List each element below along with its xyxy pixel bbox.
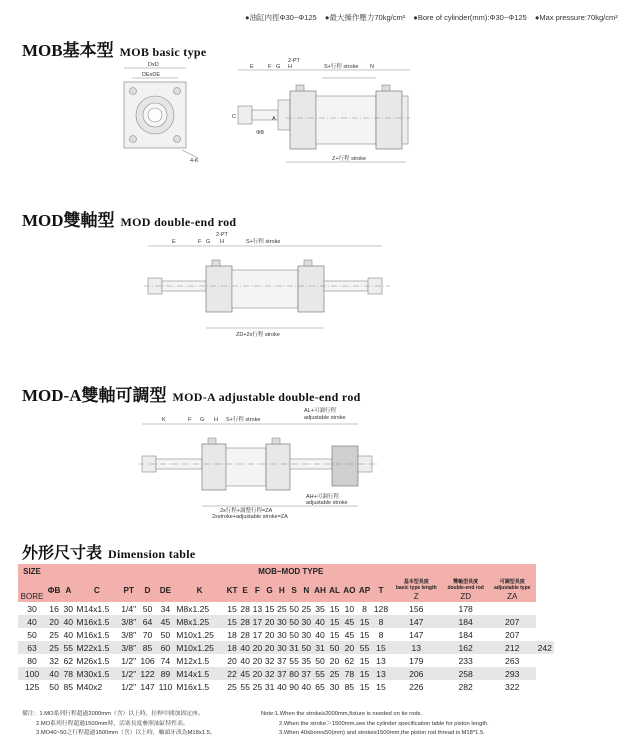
table-cell: 50	[289, 629, 299, 640]
label-h: H	[288, 64, 292, 70]
group-header: MOB~MOD TYPE	[46, 564, 536, 578]
note-en-3: 3.When 40≤bore≤50(mm) and stroke≥1500mm,the piston rod thread is M18*1.5.	[279, 730, 485, 736]
bore-cell: 80	[18, 654, 46, 667]
table-cell: M10x1.25	[174, 641, 225, 654]
mod-label-pt: 2-PT	[216, 232, 228, 238]
table-cell: 13	[252, 603, 263, 614]
label-s: S+行程 stroke	[324, 64, 359, 70]
table-cell: 1/2"	[119, 667, 138, 680]
column-header: F	[251, 578, 263, 602]
table-cell: 13	[372, 667, 390, 680]
table-cell: M12x1.5	[174, 654, 225, 667]
notes-cn	[22, 710, 216, 739]
table-cell: 45	[240, 668, 250, 679]
table-cell: 45	[157, 615, 175, 628]
table-cell: 62	[342, 654, 358, 667]
column-header: C	[74, 578, 119, 602]
table-cell: 3/8"	[119, 628, 138, 641]
table-row	[18, 654, 554, 667]
table-cell: 15	[372, 680, 390, 693]
bore-cell: 50	[18, 628, 46, 641]
table-cell: 293	[489, 667, 536, 680]
column-header: G	[264, 578, 276, 602]
table-cell: 15	[225, 615, 239, 628]
table-cell: 90	[289, 681, 299, 692]
table-cell: 20	[264, 629, 275, 640]
table-cell: 206	[390, 667, 442, 680]
moda-label-ah: AH+可調行程	[306, 494, 339, 500]
bore-cell: 125	[18, 680, 46, 693]
table-cell: 28	[240, 629, 250, 640]
table-cell: 35	[312, 602, 327, 615]
table-cell: 25	[46, 641, 62, 654]
table-cell: 20	[264, 616, 275, 627]
table-cell: 8	[357, 602, 372, 615]
table-cell: 178	[442, 602, 489, 615]
table-cell: 242	[536, 641, 554, 654]
spec-bore-en: ●Bore of cylinder(mm):Φ30~Φ125	[413, 13, 527, 22]
table-cell: 110	[158, 681, 173, 692]
table-cell: 15	[357, 628, 372, 641]
table-cell: 40	[277, 681, 287, 692]
table-cell: 65	[312, 680, 327, 693]
table-cell: M10x1.25	[174, 628, 225, 641]
table-cell: 17	[252, 616, 263, 627]
table-cell: 15	[357, 667, 372, 680]
table-cell: M40x2	[74, 680, 119, 693]
table-cell: 32	[46, 654, 62, 667]
label-b: ΦB	[256, 130, 265, 136]
table-cell: 50	[328, 641, 342, 654]
table-cell: 55	[289, 655, 299, 666]
spec-line	[245, 12, 624, 23]
table-cell: 1/2"	[119, 654, 138, 667]
table-cell: 50	[138, 602, 156, 615]
table-cell: 18	[225, 628, 239, 641]
table-cell: 64	[138, 615, 156, 628]
table-cell: 184	[442, 615, 489, 628]
table-cell: 13	[390, 641, 442, 654]
table-cell: 15	[225, 602, 239, 615]
table-cell: 10	[342, 602, 358, 615]
table-cell: 62	[63, 655, 74, 666]
table-cell: 8	[372, 628, 390, 641]
table-cell: 20	[252, 668, 263, 679]
label-n: N	[370, 64, 374, 70]
table-cell: M14x1.5	[74, 602, 119, 615]
mod-label-s: S+行程 stroke	[246, 239, 281, 245]
table-row	[18, 628, 554, 641]
table-cell: M30x1.5	[74, 667, 119, 680]
moda-label-h: H	[214, 417, 218, 423]
table-cell: 207	[489, 628, 536, 641]
column-header: AL	[328, 578, 342, 602]
table-cell: 22	[225, 667, 239, 680]
column-header: A	[62, 578, 74, 602]
table-cell: 30	[301, 616, 312, 627]
column-header: PT	[119, 578, 138, 602]
table-cell: 31	[289, 642, 299, 653]
table-row	[18, 641, 554, 654]
table-cell: 37	[277, 668, 287, 679]
table-cell: 89	[157, 667, 175, 680]
mod-label-g: G	[206, 239, 211, 245]
table-cell: 207	[489, 615, 536, 628]
table-cell: 15	[372, 641, 390, 654]
table-cell: 20	[46, 615, 62, 628]
column-header: KT	[225, 578, 239, 602]
spec-bore-cn: ●油缸内徑Φ30~Φ125	[245, 13, 317, 22]
table-cell: 60	[157, 641, 175, 654]
table-cell: 50	[301, 642, 312, 653]
table-cell: M16x1.5	[174, 680, 225, 693]
table-cell: 25	[301, 603, 312, 614]
table-cell: 179	[390, 654, 442, 667]
column-header: H	[276, 578, 288, 602]
moda-label-al: AL+可調行程	[304, 408, 336, 414]
za-code: ZA	[489, 591, 536, 602]
moda-label-al-en: adjustable stroke	[304, 415, 346, 421]
table-cell: 50	[157, 628, 175, 641]
table-cell: M14x1.5	[174, 667, 225, 680]
table-cell: 258	[442, 667, 489, 680]
table-cell: 30	[328, 680, 342, 693]
column-header: E	[239, 578, 251, 602]
table-cell: 45	[342, 615, 358, 628]
bore-cell: 63	[18, 641, 46, 654]
table-cell: M8x1.25	[174, 615, 225, 628]
table-cell: 30	[277, 616, 287, 627]
table-cell: 30	[277, 629, 287, 640]
table-cell: 30	[277, 642, 287, 653]
mod-label-e: E	[172, 239, 176, 245]
table-cell: 85	[342, 680, 358, 693]
column-header: AO	[342, 578, 358, 602]
bore-header: BORE	[18, 591, 46, 602]
table-cell: 282	[442, 680, 489, 693]
table-cell: 122	[140, 668, 155, 679]
table-cell: 106	[140, 655, 155, 666]
label-dexde: DExDE	[142, 72, 161, 78]
moda-label-k: K	[162, 417, 166, 423]
table-cell: 3/8"	[119, 615, 138, 628]
section-title-moda: MOD-A雙軸可調型 MOD-A adjustable double-end rod	[22, 386, 361, 405]
spec-pressure-cn: ●最大操作壓力70kg/cm²	[324, 13, 406, 22]
moda-label-f: F	[188, 417, 192, 423]
table-cell: 25	[328, 667, 342, 680]
column-header: S	[288, 578, 300, 602]
label-c: C	[232, 114, 236, 120]
section-title-mob: MOB基本型 MOB basic type	[22, 41, 207, 60]
table-cell: 40	[240, 642, 250, 653]
table-cell: 78	[63, 668, 74, 679]
table-cell: 50	[289, 616, 299, 627]
table-cell: 15	[264, 603, 275, 614]
note-cn-1: 備注：1.MO系列行程超過2000mm（含）以上時，拉桿中間加固定座。	[22, 711, 204, 717]
mod-label-f: F	[198, 239, 202, 245]
spec-pressure-en: ●Max pressure:70kg/cm²	[534, 13, 618, 22]
table-cell: 233	[442, 654, 489, 667]
zd-code: ZD	[442, 591, 489, 602]
table-cell: M22x1.5	[74, 641, 119, 654]
label-pt: 2-PT	[288, 58, 300, 64]
table-cell: 15	[357, 654, 372, 667]
table-cell: 25	[46, 628, 62, 641]
table-cell: 40	[312, 615, 327, 628]
table-cell: 70	[138, 628, 156, 641]
table-cell: 3/8"	[119, 641, 138, 654]
note-en-1: Note:1.When the stroke≥2000mm,fixture is needed on tie rods.	[261, 711, 423, 717]
table-cell: 17	[252, 629, 263, 640]
size-header: SIZE	[18, 564, 46, 578]
moda-label-g: G	[200, 417, 205, 423]
table-cell: 50	[46, 680, 62, 693]
moda-label-za: 2x行程+調整行程=ZA	[220, 508, 273, 514]
bore-cell: 40	[18, 615, 46, 628]
table-cell: 147	[390, 628, 442, 641]
table-cell: 25	[225, 680, 239, 693]
table-cell: 20	[342, 641, 358, 654]
table-cell: 85	[63, 681, 74, 692]
column-header: ΦB	[46, 578, 62, 602]
table-cell: 30	[301, 629, 312, 640]
label-4k: 4-K	[190, 158, 199, 164]
table-cell: M16x1.5	[74, 615, 119, 628]
notes-en	[261, 710, 489, 739]
table-cell: 15	[328, 628, 342, 641]
table-cell: 85	[138, 641, 156, 654]
table-cell: 55	[240, 681, 250, 692]
table-cell: 15	[328, 615, 342, 628]
table-cell: 45	[342, 628, 358, 641]
label-e: E	[250, 64, 254, 70]
table-cell: 40	[46, 667, 62, 680]
table-cell: 1/4"	[119, 602, 138, 615]
table-cell: 184	[442, 628, 489, 641]
note-cn-3: 3.MO40~50之行程超過1500mm（含）以上時，軸頭牙改為M18x1.5。	[36, 730, 216, 736]
table-cell: 20	[264, 642, 275, 653]
table-cell: 55	[312, 667, 327, 680]
table-cell: 15	[357, 615, 372, 628]
table-cell: 80	[289, 668, 299, 679]
table-cell: 16	[46, 602, 62, 615]
moda-label-ah-en: adjustable stroke	[306, 500, 348, 506]
bore-cell: 100	[18, 667, 46, 680]
table-cell: 78	[342, 667, 358, 680]
mob-drawing	[110, 58, 440, 170]
table-cell: 322	[489, 680, 536, 693]
table-cell: 30	[63, 603, 74, 614]
table-cell: 28	[240, 616, 250, 627]
table-cell: 32	[264, 668, 275, 679]
table-cell: 20	[328, 654, 342, 667]
zd-header: 雙軸型長度 double-end rod	[442, 578, 489, 591]
table-cell: M8x1.25	[174, 602, 225, 615]
z-header: 基本型長度 basic type length	[390, 578, 442, 591]
mod-label-zd: ZD+2x行程 stroke	[236, 332, 280, 338]
label-a: A	[272, 116, 276, 122]
label-dxd: DxD	[148, 62, 159, 68]
column-header: T	[372, 578, 390, 602]
section-title-table: 外形尺寸表 Dimension table	[22, 545, 196, 562]
note-en-2: 2.When the stroke＞1500mm,see the cylinder specification table for piston length.	[279, 720, 489, 727]
column-header: AP	[357, 578, 372, 602]
table-cell: M26x1.5	[74, 654, 119, 667]
za-header: 可調型長度 adjustable type	[489, 578, 536, 591]
table-cell: 263	[489, 654, 536, 667]
table-cell: 31	[312, 641, 327, 654]
table-cell: 156	[390, 602, 442, 615]
table-cell: 40	[63, 616, 74, 627]
table-cell: 55	[63, 642, 74, 653]
mod-drawing	[140, 230, 420, 340]
column-header: DE	[157, 578, 175, 602]
dimension-table	[18, 564, 554, 693]
table-cell: 226	[390, 680, 442, 693]
table-row	[18, 602, 554, 615]
label-g: G	[276, 64, 281, 70]
mod-label-h: H	[220, 239, 224, 245]
table-cell: 37	[301, 668, 312, 679]
moda-label-s: S+行程 stroke	[226, 417, 261, 423]
table-cell: 162	[442, 641, 489, 654]
table-cell: 40	[240, 655, 250, 666]
table-cell: 34	[157, 602, 175, 615]
label-f: F	[268, 64, 272, 70]
label-z: Z+行程 stroke	[332, 156, 367, 162]
table-row	[18, 680, 554, 693]
table-cell: 31	[264, 681, 275, 692]
table-cell: 18	[225, 641, 239, 654]
table-row	[18, 667, 554, 680]
table-cell: 40	[312, 628, 327, 641]
table-cell: 28	[240, 603, 250, 614]
table-cell: 15	[328, 602, 342, 615]
table-cell: 13	[372, 654, 390, 667]
moda-label-za-en: 2xstroke+adjustable stroke=ZA	[212, 514, 288, 520]
table-row	[18, 615, 554, 628]
table-cell: 15	[357, 680, 372, 693]
column-header: D	[138, 578, 156, 602]
table-cell: M16x1.5	[74, 628, 119, 641]
table-cell: 1/2"	[119, 680, 138, 693]
table-cell: 20	[252, 642, 263, 653]
table-cell: 40	[301, 681, 312, 692]
table-cell: 128	[373, 603, 389, 614]
section-title-mod: MOD雙軸型 MOD double-end rod	[22, 211, 237, 230]
table-cell: 74	[157, 654, 175, 667]
table-cell: 55	[357, 641, 372, 654]
table-cell: 147	[140, 681, 155, 692]
column-header: N	[300, 578, 312, 602]
moda-drawing	[130, 404, 410, 522]
z-code: Z	[390, 591, 442, 602]
table-cell: 37	[277, 655, 287, 666]
table-cell: 32	[264, 655, 275, 666]
column-header: K	[174, 578, 225, 602]
table-cell: 25	[252, 681, 263, 692]
table-cell: 20	[252, 655, 263, 666]
table-cell: 35	[301, 655, 312, 666]
table-cell: 40	[63, 629, 74, 640]
table-cell: 25	[277, 603, 287, 614]
table-cell: 212	[489, 641, 536, 654]
bore-cell: 30	[18, 602, 46, 615]
table-cell: 147	[390, 615, 442, 628]
table-cell: 50	[312, 654, 327, 667]
table-cell: 20	[225, 654, 239, 667]
note-cn-2: 2.MO系列行程超過1500mm時，活塞長度參照油缸特性表。	[36, 720, 189, 727]
table-cell: 8	[372, 615, 390, 628]
table-cell: 50	[289, 603, 299, 614]
column-header: AH	[312, 578, 327, 602]
